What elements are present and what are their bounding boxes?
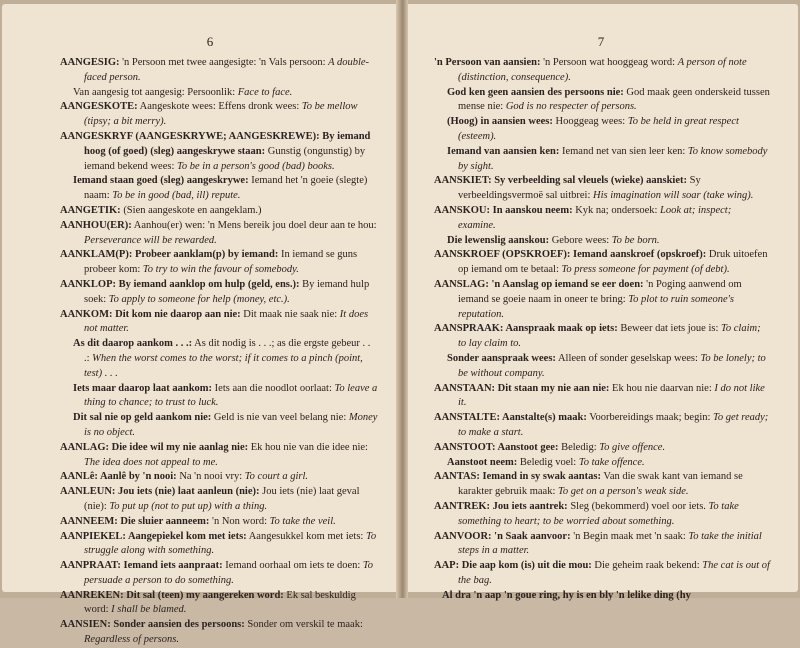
book-gutter <box>396 0 408 598</box>
entry-headword: AANSTALTE: Aanstalte(s) maak: <box>434 412 587 424</box>
entry-explanation: Iemand oorhaal om iets te doen: <box>225 560 361 572</box>
entry-headword: AANTREK: Jou iets aantrek: <box>434 500 568 512</box>
entry-translation: To take offence. <box>578 456 645 468</box>
entry-headword: AANVOOR: 'n Saak aanvoor: <box>434 530 571 542</box>
entry-translation: The cat is out of the bag. <box>458 560 770 586</box>
entry-explanation: 'n Non word: <box>212 515 268 527</box>
entry-translation: To be born. <box>611 234 660 246</box>
dictionary-entry <box>60 485 378 515</box>
dictionary-entry <box>434 470 770 500</box>
entry-translation: To court a girl. <box>244 471 308 483</box>
entry-translation: To get on a person's weak side. <box>558 486 689 498</box>
entry-headword: 'n Persoon van aansien: <box>434 57 541 68</box>
entry-translation: To try to win the favour of somebody. <box>142 264 299 276</box>
entry-headword: Iemand staan goed (sleg) aangeskrywe: <box>73 175 249 187</box>
entry-headword: Sonder aanspraak wees: <box>447 352 556 364</box>
entry-headword: AANGESKOTE: <box>60 101 138 113</box>
entry-translation: To persuade a person to do something. <box>84 560 374 586</box>
entry-headword: AANREKEN: Dit sal (teen) my aangereken word: <box>60 589 284 601</box>
dictionary-entry <box>434 56 770 86</box>
entry-translation: To give offence. <box>599 441 666 453</box>
entry-headword: AANKLAM(P): Probeer aanklam(p) by iemand: <box>60 249 279 261</box>
entry-explanation: Sy verbeeldingsvermoë sal uitbrei: <box>458 175 701 202</box>
entry-translation: His imagination will soar (take wing). <box>593 190 754 202</box>
entry-translation: To be mellow (tipsy; a bit merry). <box>84 101 358 128</box>
right-page <box>404 4 798 601</box>
entry-explanation: Alleen of sonder geselskap wees: <box>557 352 698 364</box>
entry-explanation: Druk uitoefen op iemand om te betaal: <box>458 249 768 276</box>
entry-explanation: Sonder om verskil te maak: <box>247 619 363 631</box>
entry-translation: Face to face. <box>237 86 293 98</box>
entry-translation: It does not matter. <box>84 308 369 335</box>
entry-headword: God ken geen aansien des persoons nie: <box>447 86 624 98</box>
entry-headword: AANLAG: Die idee wil my nie aanlag nie: <box>60 441 249 453</box>
entry-explanation: Beledig: <box>561 441 597 453</box>
entry-translation: To leave a thing to chance; to trust to luck. <box>84 382 378 409</box>
dictionary-entry <box>434 86 770 116</box>
entry-headword: AANSIEN: Sonder aansien des persoons: <box>60 619 245 631</box>
entry-translation: To take the initial steps in a matter. <box>458 530 762 557</box>
entry-headword: AANGETIK: <box>60 204 121 216</box>
dictionary-entry <box>434 322 770 352</box>
dictionary-entry <box>60 100 378 130</box>
entry-translation: To apply to someone for help (money, etc.). <box>108 293 290 305</box>
dictionary-entry <box>60 204 378 219</box>
entry-headword: AAP: Die aap kom (is) uit die mou: <box>434 560 592 572</box>
entry-explanation: Na 'n nooi vry: <box>179 471 243 483</box>
entry-translation: Perseverance will be rewarded. <box>84 234 217 246</box>
dictionary-entry <box>434 145 770 175</box>
dictionary-entry <box>434 441 770 456</box>
entry-translation: To be in good (bad, ill) repute. <box>112 190 241 202</box>
entry-explanation: 'n Persoon wat hooggeag word: <box>543 57 676 68</box>
dictionary-entry <box>60 382 378 412</box>
entry-explanation: Ek sal beskuldig word: <box>84 589 356 616</box>
dictionary-entry <box>60 470 378 485</box>
entry-explanation: Geld is nie van veel belang nie: <box>213 412 347 424</box>
entry-headword: AANLEUN: Jou iets (nie) laat aanleun (nie): <box>60 486 260 498</box>
entry-headword: AANSTAAN: Dit staan my nie aan nie: <box>434 382 610 394</box>
entry-explanation: In iemand se guns probeer kom: <box>84 249 358 276</box>
entry-translation: Regardless of persons. <box>84 634 179 646</box>
entry-explanation: 'n Begin maak met 'n saak: <box>573 530 686 542</box>
entry-explanation: God maak geen onderskeid tussen mense nie: <box>458 86 770 113</box>
entry-headword: Iemand van aansien ken: <box>447 145 560 157</box>
entry-translation: To take something to heart; to be worried about something. <box>458 500 739 527</box>
left-entries <box>60 56 378 648</box>
dictionary-entry <box>434 278 770 322</box>
entry-explanation: Aanhou(er) wen: 'n Mens bereik jou doel deur aan te hou: <box>133 219 377 231</box>
dictionary-entry <box>434 115 770 145</box>
entry-headword: AANSKIET: Sy verbeelding sal vleuels (wieke) aanskiet: <box>434 175 687 187</box>
entry-explanation: Voorbereidings maak; begin: <box>589 412 711 424</box>
dictionary-entry <box>60 219 378 249</box>
dictionary-entry <box>60 337 378 381</box>
entry-explanation: Gebore wees: <box>551 234 610 246</box>
entry-explanation: Van aangesig tot aangesig: Persoonlik: <box>73 86 236 98</box>
entry-translation: To put up (not to put up) with a thing. <box>109 500 268 512</box>
entry-headword: Aanstoot neem: <box>447 456 518 468</box>
dictionary-entry <box>434 559 770 589</box>
dictionary-entry <box>60 530 378 560</box>
entry-headword: AANSLAG: 'n Aanslag op iemand se eer doen: <box>434 278 644 290</box>
entry-headword: AANTAS: Iemand in sy swak aantas: <box>434 471 601 483</box>
entry-translation: To be held in great respect (esteem). <box>458 116 739 142</box>
entry-explanation: As dit nodig is . . .; as die ergste gebeur . . .: <box>84 338 371 364</box>
entry-explanation: Iets aan die noodlot oorlaat: <box>214 382 332 394</box>
dictionary-entry <box>60 56 378 86</box>
dictionary-entry <box>60 278 378 308</box>
entry-explanation: Ek hou nie van die idee nie: <box>250 441 368 453</box>
entry-headword: AANKOM: Dit kom nie daarop aan nie: <box>60 308 241 320</box>
entry-headword: AANHOU(ER): <box>60 219 132 231</box>
dictionary-entry <box>60 411 378 441</box>
entry-explanation: Iemand net van sien leer ken: <box>561 145 686 157</box>
entry-explanation: Dit maak nie saak nie: <box>243 308 338 320</box>
entry-explanation: (Sien aangeskote en aangeklam.) <box>123 204 262 216</box>
dictionary-entry <box>60 130 378 174</box>
entry-translation: A double-faced person. <box>84 57 370 83</box>
entry-headword: AANNEEM: Die sluier aanneem: <box>60 515 210 527</box>
entry-translation: Money is no object. <box>84 412 378 438</box>
entry-translation: When the worst comes to the worst; if it comes to a pinch (point, test) . . . <box>84 352 363 379</box>
entry-translation: To claim; to lay claim to. <box>458 323 761 350</box>
entry-explanation: Aangesukkel kom met iets: <box>248 530 364 542</box>
entry-headword: AANSKROEF (OPSKROEF): Iemand aanskroef (opskroef): <box>434 249 707 261</box>
dictionary-entry <box>434 500 770 530</box>
entry-headword: (Hoog) in aansien wees: <box>447 116 553 128</box>
dictionary-entry <box>434 456 770 471</box>
entry-translation: I do not like it. <box>458 382 765 409</box>
entry-translation: God is no respecter of persons. <box>505 101 637 113</box>
entry-headword: AANSKOU: In aanskou neem: <box>434 204 573 216</box>
page-number-left: 6 <box>206 34 214 49</box>
page-number-right: 7 <box>597 34 605 49</box>
dictionary-entry <box>434 248 770 278</box>
entry-translation: A person of note (distinction, consequence). <box>458 57 747 83</box>
dictionary-entry <box>434 174 770 204</box>
entry-explanation: Ek hou nie daarvan nie: <box>612 382 712 394</box>
dictionary-entry <box>434 530 770 560</box>
entry-explanation: Sleg (bekommerd) voel oor iets. <box>570 500 706 512</box>
entry-headword: AANLê: Aanlê by 'n nooi: <box>60 471 177 483</box>
dictionary-entry <box>60 515 378 530</box>
entry-explanation: Beledig voel: <box>519 456 577 468</box>
dictionary-entry <box>60 174 378 204</box>
dictionary-entry <box>60 589 378 619</box>
entry-translation: To be lonely; to be without company. <box>458 352 766 379</box>
dictionary-entry <box>60 441 378 471</box>
entry-explanation: Hooggeag wees: <box>555 116 626 128</box>
entry-headword: AANGESIG: <box>60 57 120 68</box>
entry-headword: Dit sal nie op geld aankom nie: <box>73 412 212 424</box>
entry-explanation: Die geheim raak bekend: <box>594 560 700 572</box>
dictionary-entry <box>60 618 378 648</box>
dictionary-entry <box>434 204 770 234</box>
entry-explanation: Van die swak kant van iemand se karakter gebruik maak: <box>458 471 743 498</box>
entry-explanation: Jou iets (nie) laat geval (nie): <box>84 486 360 512</box>
entry-explanation: Gunstig (ongunstig) by iemand bekend wees: <box>84 145 366 172</box>
entry-translation: To take the veil. <box>269 515 336 527</box>
entry-explanation: Iemand het 'n goeie (slegte) naam: <box>84 175 368 202</box>
entry-headword: AANSTOOT: Aanstoot gee: <box>434 441 559 453</box>
entry-translation: The idea does not appeal to me. <box>84 456 218 468</box>
entry-explanation: 'n Poging aanwend om iemand se goeie naam in oneer te bring: <box>458 278 742 305</box>
entry-translation: To press someone for payment (of debt). <box>561 264 730 276</box>
dictionary-entry <box>434 352 770 382</box>
entry-headword: Iets maar daarop laat aankom: <box>73 382 213 394</box>
entry-translation: Look at; inspect; examine. <box>458 204 732 231</box>
dictionary-entry <box>434 234 770 249</box>
dictionary-entry <box>434 411 770 441</box>
dictionary-entry <box>60 559 378 589</box>
dictionary-entry <box>60 308 378 338</box>
entry-explanation: Kyk na; ondersoek: <box>575 204 658 216</box>
dictionary-entry <box>434 382 770 412</box>
entry-explanation: 'n Persoon met twee aangesigte: 'n Vals persoon: <box>122 57 326 68</box>
continued-entry-line: Al dra 'n aap 'n goue ring, hy is en bly 'n lelike ding (hy <box>442 589 691 601</box>
entry-headword: AANSPRAAK: Aanspraak maak op iets: <box>434 323 618 335</box>
entry-headword: AANPRAAT: Iemand iets aanpraat: <box>60 560 223 572</box>
entry-explanation: By iemand hulp soek: <box>84 278 370 305</box>
left-page <box>2 4 402 646</box>
entry-translation: I shall be blamed. <box>111 604 187 616</box>
entry-explanation: Aangeskote wees: Effens dronk wees: <box>139 101 300 113</box>
entry-headword: Die lewenslig aanskou: <box>447 234 550 246</box>
entry-headword: AANGESKRYF (AANGESKRYWE; AANGESKREWE): By iemand hoog (of goed) (sleg) aangeskrywe staan: <box>60 130 371 157</box>
entry-headword: As dit daarop aankom . . .: <box>73 338 193 350</box>
entry-headword: AANKLOP: By iemand aanklop om hulp (geld, ens.): <box>60 278 300 290</box>
entry-translation: To know somebody by sight. <box>458 145 768 172</box>
entry-translation: To get ready; to make a start. <box>458 412 769 438</box>
entry-translation: To plot to ruin someone's reputation. <box>458 293 734 320</box>
entry-headword: AANPIEKEL: Aangepiekel kom met iets: <box>60 530 247 542</box>
entry-translation: To be in a person's good (bad) books. <box>177 160 335 172</box>
entry-explanation: Beweer dat iets joue is: <box>620 323 719 335</box>
right-entries <box>434 56 770 603</box>
dictionary-entry <box>60 248 378 278</box>
dictionary-entry <box>60 86 378 101</box>
entry-translation: To struggle along with something. <box>84 530 377 557</box>
